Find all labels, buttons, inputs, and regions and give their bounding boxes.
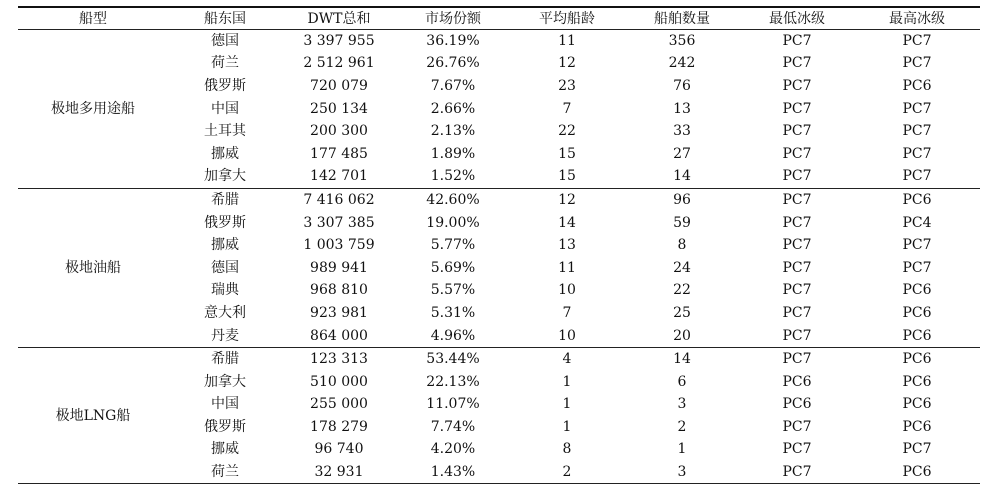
average-age-cell: 10 — [558, 282, 576, 299]
owner-country-cell: 荷兰 — [211, 55, 239, 72]
ship-count-cell: 25 — [673, 304, 691, 321]
market-share-cell: 1.89% — [430, 145, 476, 162]
ship-count-cell: 27 — [673, 145, 691, 162]
average-age-cell: 2 — [510, 461, 624, 484]
min-ice-class-cell: PC7 — [740, 324, 854, 347]
owner-country-cell: 加拿大 — [168, 165, 282, 188]
dwt-total-cell: 178 279 — [310, 418, 368, 435]
header-average-age: 平均船龄 — [510, 7, 624, 29]
market-share-cell: 1.52% — [396, 165, 510, 188]
market-share-cell: 22.13% — [426, 373, 480, 390]
max-ice-class-cell: PC6 — [902, 77, 932, 94]
average-age-cell: 22 — [558, 123, 576, 140]
max-ice-class-cell: PC6 — [902, 282, 932, 299]
dwt-total-cell: 923 981 — [310, 304, 368, 321]
max-ice-class-cell: PC6 — [854, 461, 980, 484]
min-ice-class-cell: PC7 — [782, 145, 812, 162]
min-ice-class-cell: PC7 — [782, 418, 812, 435]
min-ice-class-cell: PC7 — [740, 461, 854, 484]
dwt-total-cell: 7 416 062 — [303, 191, 375, 208]
market-share-cell: 2.66% — [430, 100, 476, 117]
owner-country-cell: 俄罗斯 — [204, 418, 246, 435]
ship-count-cell: 356 — [668, 32, 696, 49]
table-row — [18, 347, 980, 370]
owner-country-cell: 俄罗斯 — [204, 77, 246, 94]
average-age-cell: 14 — [558, 214, 576, 231]
min-ice-class-cell: PC7 — [782, 441, 812, 458]
owner-country-cell: 德国 — [211, 259, 239, 276]
max-ice-class-cell: PC7 — [902, 259, 932, 276]
average-age-cell: 7 — [562, 100, 572, 117]
market-share-cell: 2.13% — [430, 123, 476, 140]
ship-count-cell: 3 — [677, 396, 687, 413]
owner-country-cell: 希腊 — [211, 191, 239, 208]
min-ice-class-cell: PC7 — [782, 351, 812, 368]
dwt-total-cell: 510 000 — [310, 373, 368, 390]
market-share-cell: 5.69% — [430, 259, 476, 276]
average-age-cell: 15 — [558, 145, 576, 162]
market-share-cell: 7.74% — [430, 418, 476, 435]
min-ice-class-cell: PC6 — [782, 396, 812, 413]
dwt-total-cell: 1 003 759 — [303, 237, 375, 254]
min-ice-class-cell: PC7 — [782, 55, 812, 72]
owner-country-cell: 挪威 — [211, 237, 239, 254]
min-ice-class-cell: PC7 — [782, 237, 812, 254]
owner-country-cell: 希腊 — [211, 351, 239, 368]
max-ice-class-cell: PC7 — [902, 123, 932, 140]
ship-count-cell: 59 — [673, 214, 691, 231]
owner-country-cell: 挪威 — [211, 441, 239, 458]
dwt-total-cell: 2 512 961 — [303, 55, 375, 72]
dwt-total-cell: 989 941 — [310, 259, 368, 276]
polar-ship-table — [18, 6, 980, 484]
average-age-cell: 12 — [558, 191, 576, 208]
owner-country-cell: 俄罗斯 — [204, 214, 246, 231]
min-ice-class-cell: PC7 — [782, 77, 812, 94]
min-ice-class-cell: PC7 — [782, 191, 812, 208]
min-ice-class-cell: PC7 — [782, 282, 812, 299]
max-ice-class-cell: PC7 — [902, 100, 932, 117]
min-ice-class-cell: PC7 — [740, 165, 854, 188]
owner-country-cell: 意大利 — [204, 304, 246, 321]
ship-count-cell: 3 — [624, 461, 740, 484]
ship-count-cell: 2 — [677, 418, 687, 435]
max-ice-class-cell: PC7 — [902, 441, 932, 458]
market-share-cell: 4.20% — [430, 441, 476, 458]
table-body — [18, 29, 980, 484]
average-age-cell: 1 — [562, 373, 572, 390]
max-ice-class-cell: PC7 — [902, 145, 932, 162]
header-market-share: 市场份额 — [396, 7, 510, 29]
max-ice-class-cell: PC6 — [902, 191, 932, 208]
ship-count-cell: 8 — [677, 237, 687, 254]
header-row — [18, 7, 980, 29]
ship-count-cell: 14 — [624, 165, 740, 188]
max-ice-class-cell: PC6 — [902, 396, 932, 413]
market-share-cell: 36.19% — [426, 32, 480, 49]
market-share-cell: 7.67% — [430, 77, 476, 94]
dwt-total-cell: 720 079 — [310, 77, 368, 94]
market-share-cell: 1.43% — [396, 461, 510, 484]
average-age-cell: 10 — [510, 324, 624, 347]
max-ice-class-cell: PC6 — [902, 304, 932, 321]
table-row — [18, 29, 980, 52]
average-age-cell: 1 — [562, 418, 572, 435]
average-age-cell: 11 — [558, 259, 576, 276]
dwt-total-cell: 123 313 — [310, 351, 368, 368]
header-dwt-total: DWT总和 — [282, 7, 396, 29]
market-share-cell: 5.31% — [430, 304, 476, 321]
dwt-total-cell: 96 740 — [314, 441, 364, 458]
max-ice-class-cell: PC7 — [902, 237, 932, 254]
max-ice-class-cell: PC7 — [902, 55, 932, 72]
header-owner-country: 船东国 — [168, 7, 282, 29]
table-row — [18, 188, 980, 211]
ship-count-cell: 6 — [677, 373, 687, 390]
ship-count-cell: 96 — [673, 191, 691, 208]
market-share-cell: 26.76% — [426, 55, 480, 72]
owner-country-cell: 加拿大 — [204, 373, 246, 390]
market-share-cell: 5.77% — [430, 237, 476, 254]
ship-count-cell: 33 — [673, 123, 691, 140]
max-ice-class-cell: PC6 — [902, 373, 932, 390]
owner-country-cell: 中国 — [211, 100, 239, 117]
min-ice-class-cell: PC7 — [782, 32, 812, 49]
header-max-ice-class: 最高冰级 — [854, 7, 980, 29]
owner-country-cell: 土耳其 — [204, 123, 246, 140]
dwt-total-cell: 3 397 955 — [303, 32, 375, 49]
ship-type-cell: 极地LNG船 — [18, 347, 168, 484]
owner-country-cell: 挪威 — [211, 145, 239, 162]
ship-count-cell: 242 — [668, 55, 696, 72]
average-age-cell: 1 — [562, 396, 572, 413]
ship-type-cell: 极地油船 — [18, 188, 168, 347]
dwt-total-cell: 3 307 385 — [303, 214, 375, 231]
market-share-cell: 11.07% — [426, 396, 480, 413]
owner-country-cell: 荷兰 — [168, 461, 282, 484]
table-header — [18, 7, 980, 29]
dwt-total-cell: 177 485 — [310, 145, 368, 162]
owner-country-cell: 德国 — [211, 32, 239, 49]
max-ice-class-cell: PC6 — [854, 324, 980, 347]
dwt-total-cell: 200 300 — [310, 123, 368, 140]
max-ice-class-cell: PC7 — [902, 32, 932, 49]
max-ice-class-cell: PC6 — [902, 351, 932, 368]
min-ice-class-cell: PC7 — [782, 259, 812, 276]
market-share-cell: 5.57% — [430, 282, 476, 299]
header-ship-type: 船型 — [18, 7, 168, 29]
dwt-total-cell: 255 000 — [310, 396, 368, 413]
market-share-cell: 19.00% — [426, 214, 480, 231]
owner-country-cell: 丹麦 — [168, 324, 282, 347]
min-ice-class-cell: PC7 — [782, 123, 812, 140]
owner-country-cell: 中国 — [211, 396, 239, 413]
ship-count-cell: 13 — [673, 100, 691, 117]
dwt-total-cell: 864 000 — [282, 324, 396, 347]
average-age-cell: 13 — [558, 237, 576, 254]
average-age-cell: 11 — [558, 32, 576, 49]
ship-count-cell: 22 — [673, 282, 691, 299]
dwt-total-cell: 142 701 — [282, 165, 396, 188]
ship-count-cell: 14 — [673, 351, 691, 368]
market-share-cell: 42.60% — [426, 191, 480, 208]
ship-count-cell: 1 — [677, 441, 687, 458]
polar-ship-table-container — [18, 6, 980, 484]
header-ship-count: 船舶数量 — [624, 7, 740, 29]
ship-type-cell: 极地多用途船 — [18, 29, 168, 188]
market-share-cell: 4.96% — [396, 324, 510, 347]
min-ice-class-cell: PC7 — [782, 100, 812, 117]
header-min-ice-class: 最低冰级 — [740, 7, 854, 29]
max-ice-class-cell: PC7 — [854, 165, 980, 188]
min-ice-class-cell: PC7 — [782, 304, 812, 321]
average-age-cell: 7 — [562, 304, 572, 321]
min-ice-class-cell: PC6 — [782, 373, 812, 390]
dwt-total-cell: 250 134 — [310, 100, 368, 117]
owner-country-cell: 瑞典 — [211, 282, 239, 299]
max-ice-class-cell: PC6 — [902, 418, 932, 435]
average-age-cell: 12 — [558, 55, 576, 72]
ship-count-cell: 24 — [673, 259, 691, 276]
average-age-cell: 15 — [510, 165, 624, 188]
market-share-cell: 53.44% — [426, 351, 480, 368]
max-ice-class-cell: PC4 — [902, 214, 932, 231]
dwt-total-cell: 968 810 — [310, 282, 368, 299]
average-age-cell: 8 — [562, 441, 572, 458]
average-age-cell: 4 — [562, 351, 572, 368]
average-age-cell: 23 — [558, 77, 576, 94]
dwt-total-cell: 32 931 — [282, 461, 396, 484]
min-ice-class-cell: PC7 — [782, 214, 812, 231]
ship-count-cell: 76 — [673, 77, 691, 94]
ship-count-cell: 20 — [624, 324, 740, 347]
